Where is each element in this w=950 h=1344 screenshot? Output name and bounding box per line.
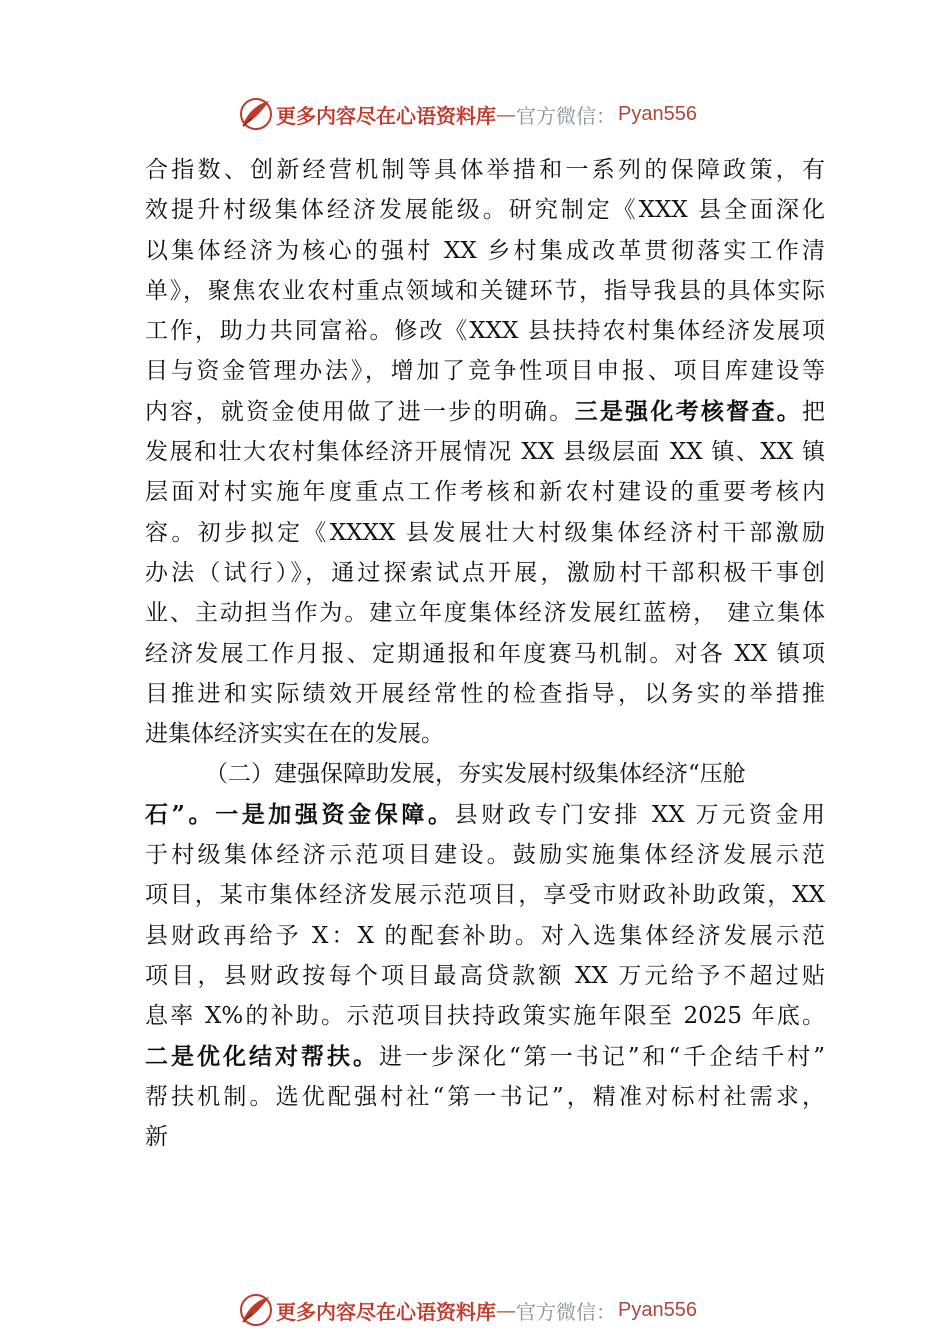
text-span: 把 <box>802 398 826 425</box>
text-span: 目推进和实际绩效开展经常性的检查指导，以务实的举措推 <box>145 680 825 707</box>
text-span: （二）建强保障助发展，夯实发展村级集体经济“压舱 <box>205 761 746 788</box>
watermark-dash: — <box>496 1298 516 1322</box>
text-span: 容。初步拟定《XXXX 县发展壮大村级集体经济村干部激励 <box>145 519 825 546</box>
watermark-dash: — <box>496 102 516 126</box>
text-line <box>145 916 825 956</box>
text-span: 县财政专门安排 XX 万元资金用 <box>454 801 825 828</box>
text-line <box>145 472 825 512</box>
text-span: 于村级集体经济示范项目建设。鼓励实施集体经济发展示范 <box>145 842 825 869</box>
text-line <box>145 513 825 553</box>
text-line <box>145 714 825 754</box>
watermark-wechat-id: Pyan556 <box>618 102 697 125</box>
watermark-wechat-id: Pyan556 <box>618 1298 697 1321</box>
text-line <box>145 392 825 432</box>
text-span: 发展和壮大农村集体经济开展情况 XX 县级层面 XX 镇、XX 镇 <box>145 439 825 466</box>
text-line <box>145 956 825 996</box>
text-span: 新 <box>145 1124 168 1151</box>
text-span: 项目，县财政按每个项目最高贷款额 XX 万元给予不超过贴 <box>145 962 825 989</box>
text-span: 目与资金管理办法》，增加了竞争性项目申报、项目库建设等 <box>145 358 825 385</box>
text-span: 效提升村级集体经济发展能级。研究制定《XXX 县全面深化 <box>145 197 825 224</box>
text-line <box>145 996 825 1036</box>
watermark-footer <box>238 1290 758 1330</box>
text-line <box>145 231 825 271</box>
text-line <box>145 875 825 915</box>
text-span: 进一步深化“第一书记”和“千企结千村” <box>378 1043 825 1070</box>
text-line <box>145 553 825 593</box>
text-line <box>145 634 825 674</box>
quill-logo-icon <box>238 1292 274 1328</box>
text-line <box>145 1117 825 1157</box>
text-span: 项目，某市集体经济发展示范项目，享受市财政补助政策，XX <box>145 882 825 909</box>
text-line <box>145 674 825 714</box>
watermark-red-text: 更多内容尽在心语资料库 <box>276 103 496 128</box>
text-line <box>145 271 825 311</box>
text-span: 单》，聚焦农业农村重点领域和关键环节，指导我县的具体实际 <box>145 277 825 304</box>
body-text <box>145 150 825 1157</box>
text-line <box>145 351 825 391</box>
text-line <box>145 311 825 351</box>
quill-logo-icon <box>238 96 274 132</box>
text-line <box>145 1037 825 1077</box>
watermark-gray-text: 官方微信： <box>516 1299 616 1324</box>
text-span: 层面对村实施年度重点工作考核和新农村建设的重要考核内 <box>145 479 825 506</box>
text-line <box>145 754 825 794</box>
text-span: 工作，助力共同富裕。修改《XXX 县扶持农村集体经济发展项 <box>145 318 825 345</box>
text-span: 经济发展工作月报、定期通报和年度赛马机制。对各 XX 镇项 <box>145 640 825 667</box>
text-span: 县财政再给予 X：X 的配套补助。对入选集体经济发展示范 <box>145 922 825 949</box>
text-line <box>145 1077 825 1117</box>
text-line <box>145 432 825 472</box>
text-span: 内容，就资金使用做了进一步的明确。 <box>145 398 575 425</box>
text-span: 以集体经济为核心的强村 XX 乡村集成改革贯彻落实工作清 <box>145 237 825 264</box>
text-span: 合指数、创新经营机制等具体举措和一系列的保障政策，有 <box>145 157 825 183</box>
text-line <box>145 835 825 875</box>
bold-heading-span: 二是优化结对帮扶。 <box>145 1042 379 1070</box>
text-line <box>145 150 825 190</box>
text-span: 帮扶机制。选优配强村社“第一书记”，精准对标村社需求， <box>145 1083 825 1110</box>
text-span: 息率 X%的补助。示范项目扶持政策实施年限至 2025 年底。 <box>145 1003 825 1030</box>
text-span: 进集体经济实实在在的发展。 <box>145 721 444 748</box>
text-line <box>145 593 825 633</box>
text-line <box>145 190 825 230</box>
text-line <box>145 795 825 835</box>
bold-heading-span: 三是强化考核督查。 <box>574 397 803 425</box>
watermark-red-text: 更多内容尽在心语资料库 <box>276 1299 496 1324</box>
bold-heading-span: 石”。一是加强资金保障。 <box>145 800 455 828</box>
text-span: 办法（试行）》，通过探索试点开展，激励村干部积极干事创 <box>145 559 825 586</box>
watermark-gray-text: 官方微信： <box>516 103 616 128</box>
text-span: 业、主动担当作为。建立年度集体经济发展红蓝榜， 建立集体 <box>145 600 825 627</box>
watermark-header <box>238 94 758 134</box>
